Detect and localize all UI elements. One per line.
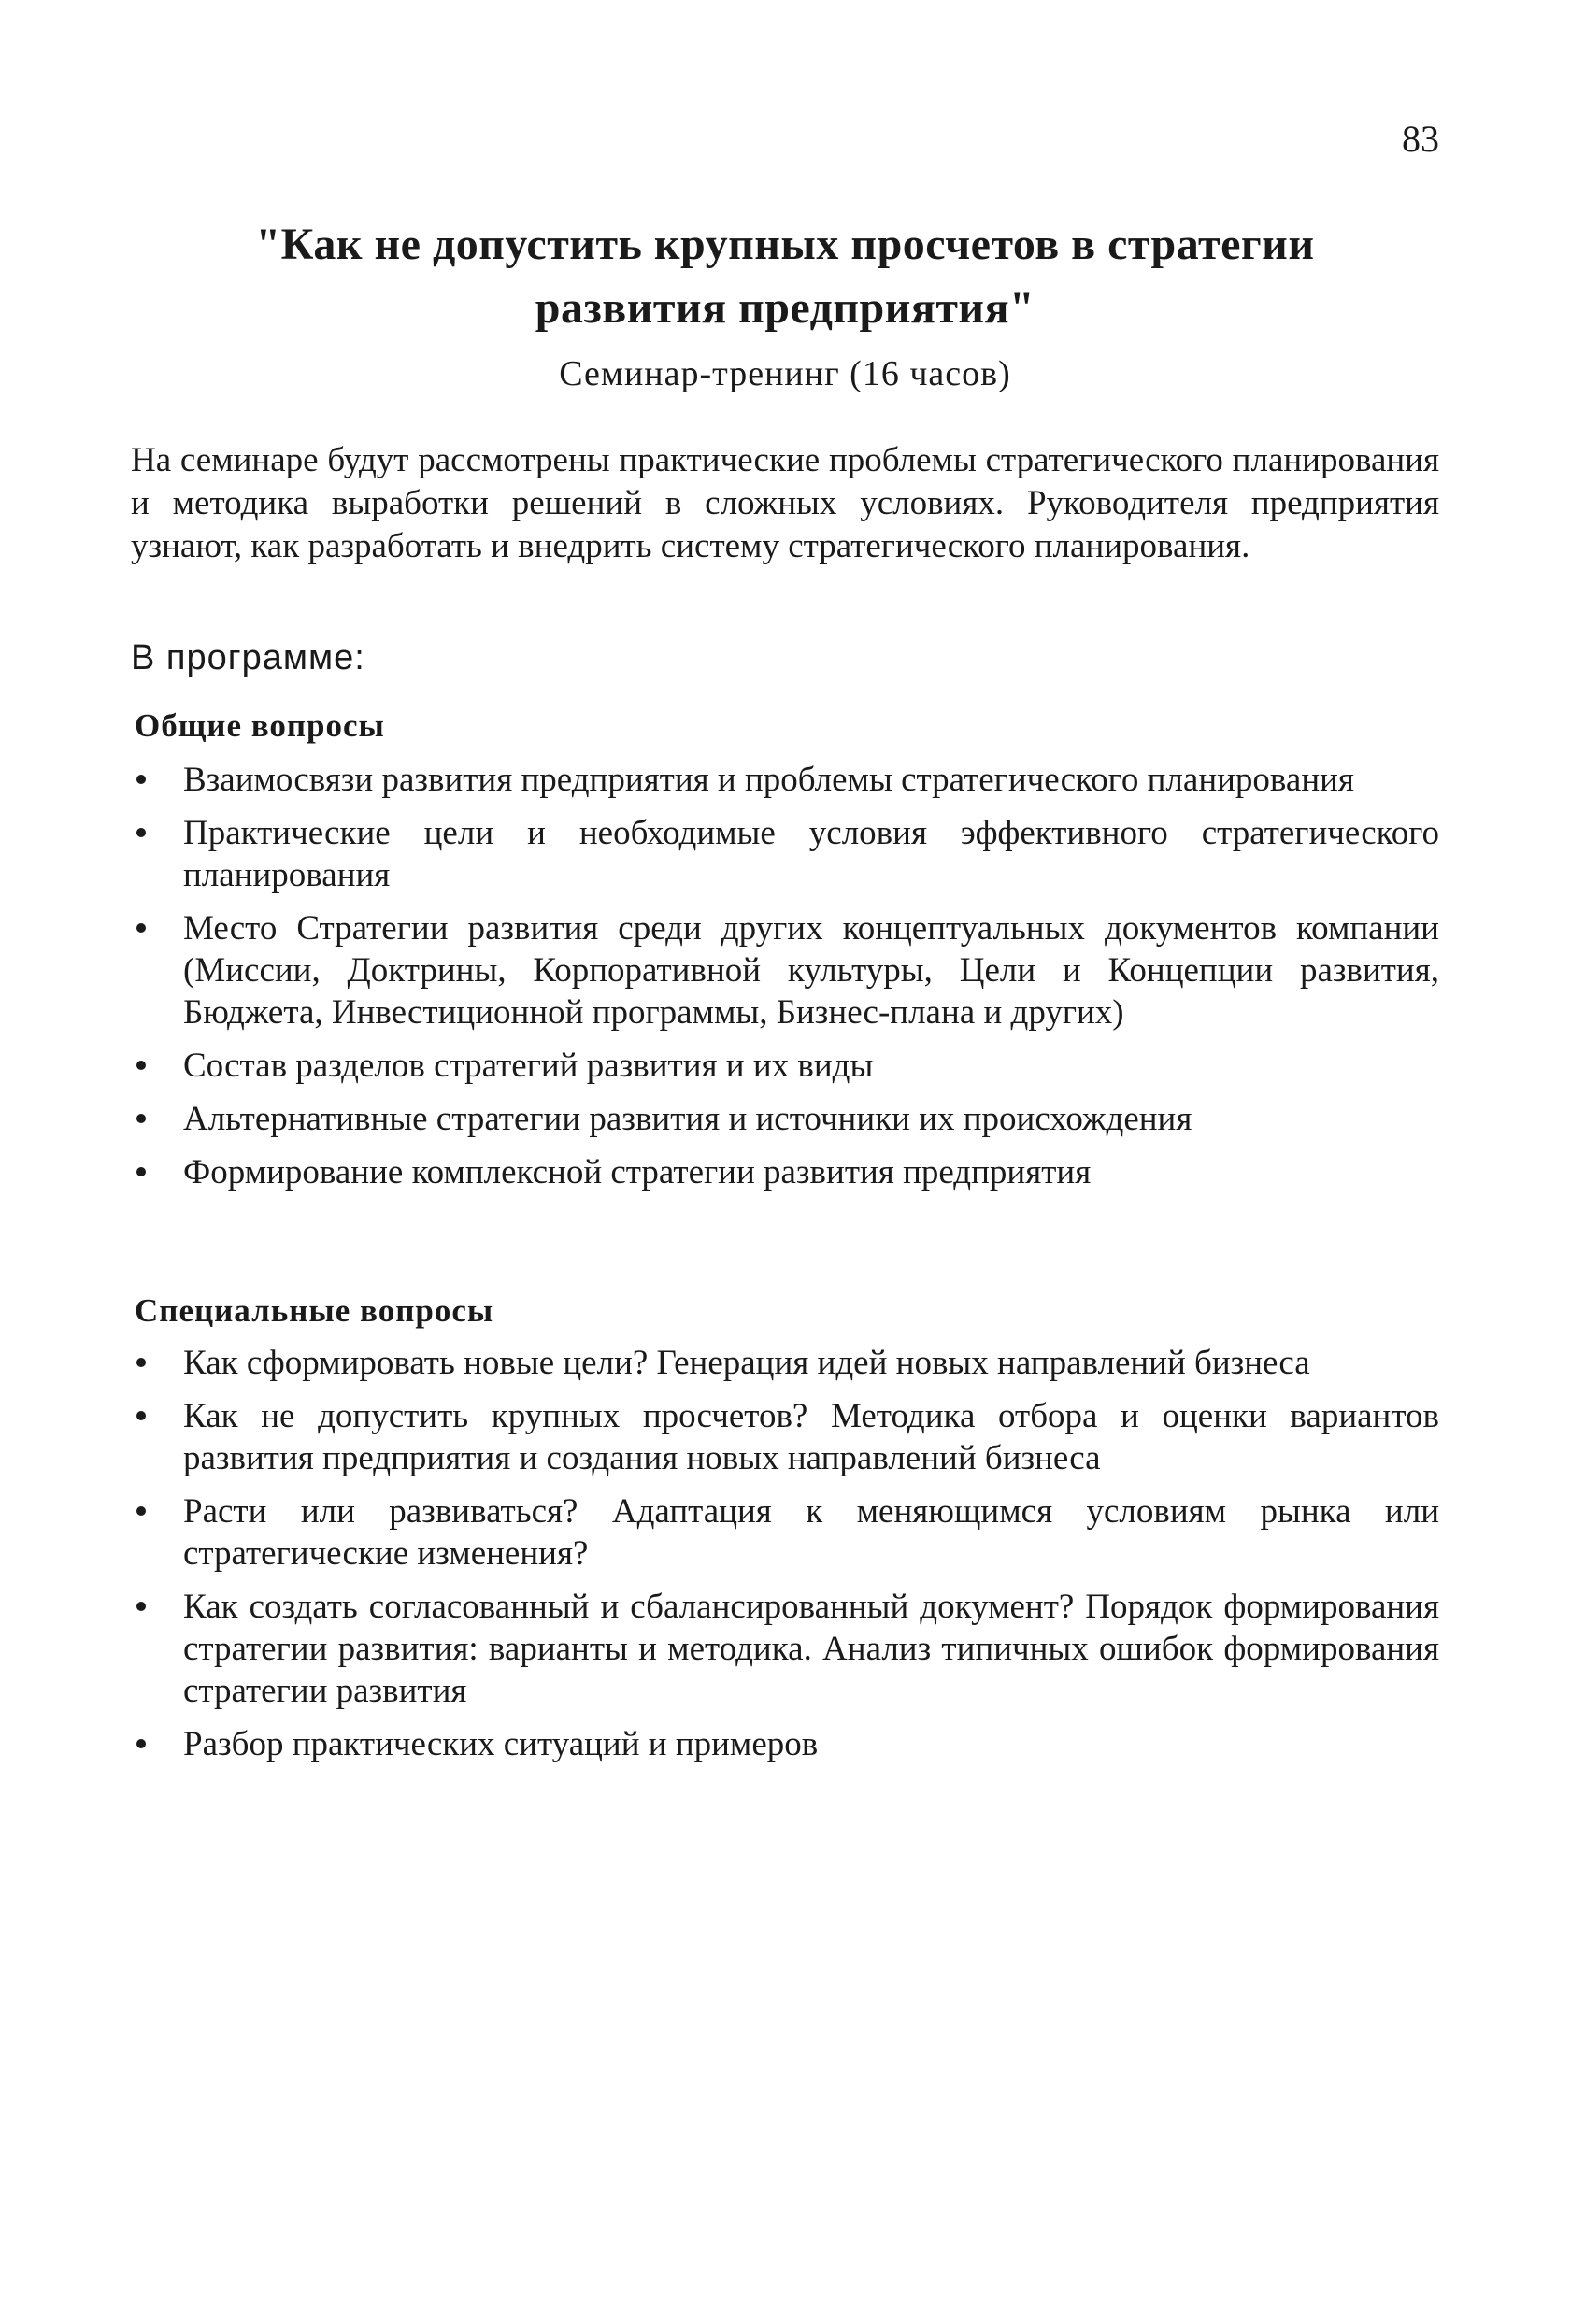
document-subtitle: Семинар-тренинг (16 часов) (559, 354, 1011, 393)
document-title (131, 213, 1439, 340)
list-item-text: Место Стратегии развития среди других концептуальных документов компании (Миссии, Доктрины, Корпоративной культуры, Цели и Концепции развития, Бюджета, Инвестиционной программы, Бизнес-плана и других) (183, 909, 1439, 1032)
general-section-title: Общие вопросы (135, 707, 385, 744)
bullet-icon (136, 1114, 146, 1123)
list-item (131, 1098, 1439, 1140)
bullet-icon (136, 1602, 146, 1611)
bullet-icon (136, 775, 146, 784)
program-heading: В программе: (131, 638, 365, 677)
bullet-icon (136, 1167, 146, 1176)
list-item (131, 907, 1439, 1034)
list-item-text: Практические цели и необходимые условия эффективного стратегического планирования (183, 814, 1439, 894)
list-item (131, 1490, 1439, 1575)
list-item-text: Состав разделов стратегий развития и их виды (183, 1047, 874, 1085)
list-item-text: Формирование комплексной стратегии развития предприятия (183, 1153, 1092, 1191)
intro-paragraph: На семинаре будут рассмотрены практические проблемы стратегического планирования и методика выработки решений в сложных условиях. Руководителя предприятия узнают, как разработать и внедрить систему стратегического планирования. (131, 441, 1439, 565)
list-item-text: Расти или развиваться? Адаптация к меняющимся условиям рынка или стратегические изменения? (183, 1492, 1439, 1573)
bullet-icon (136, 1061, 146, 1070)
list-item-text: Альтернативные стратегии развития и источники их происхождения (183, 1100, 1192, 1138)
list-item (131, 1723, 1439, 1765)
list-item-text: Как сформировать новые цели? Генерация идей новых направлений бизнеса (183, 1344, 1310, 1382)
bullet-icon (136, 828, 146, 837)
bullet-icon (136, 1739, 146, 1748)
bullet-icon (136, 1411, 146, 1420)
list-item (131, 1342, 1439, 1384)
bullet-icon (136, 923, 146, 933)
list-item (131, 1151, 1439, 1193)
page-number: 83 (1402, 118, 1439, 160)
special-section-title: Специальные вопросы (135, 1292, 494, 1329)
list-item (131, 1586, 1439, 1712)
list-item-text: Как не допустить крупных просчетов? Методика отбора и оценки вариантов развития предприятия и создания новых направлений бизнеса (183, 1397, 1439, 1477)
title-line-2: развития предприятия" (535, 283, 1035, 333)
list-item-text: Взаимосвязи развития предприятия и проблемы стратегического планирования (183, 761, 1354, 799)
bullet-icon (136, 1506, 146, 1516)
general-questions-list (131, 759, 1439, 1205)
list-item-text: Разбор практических ситуаций и примеров (183, 1725, 819, 1763)
list-item (131, 1045, 1439, 1087)
list-item-text: Как создать согласованный и сбалансированный документ? Порядок формирования стратегии развития: варианты и методика. Анализ типичных ошибок формирования стратегии развития (183, 1588, 1439, 1710)
title-line-1: "Как не допустить крупных просчетов в стратегии (255, 220, 1315, 269)
list-item (131, 1395, 1439, 1479)
list-item (131, 812, 1439, 896)
bullet-icon (136, 1358, 146, 1367)
special-questions-list (131, 1342, 1439, 1776)
list-item (131, 759, 1439, 801)
